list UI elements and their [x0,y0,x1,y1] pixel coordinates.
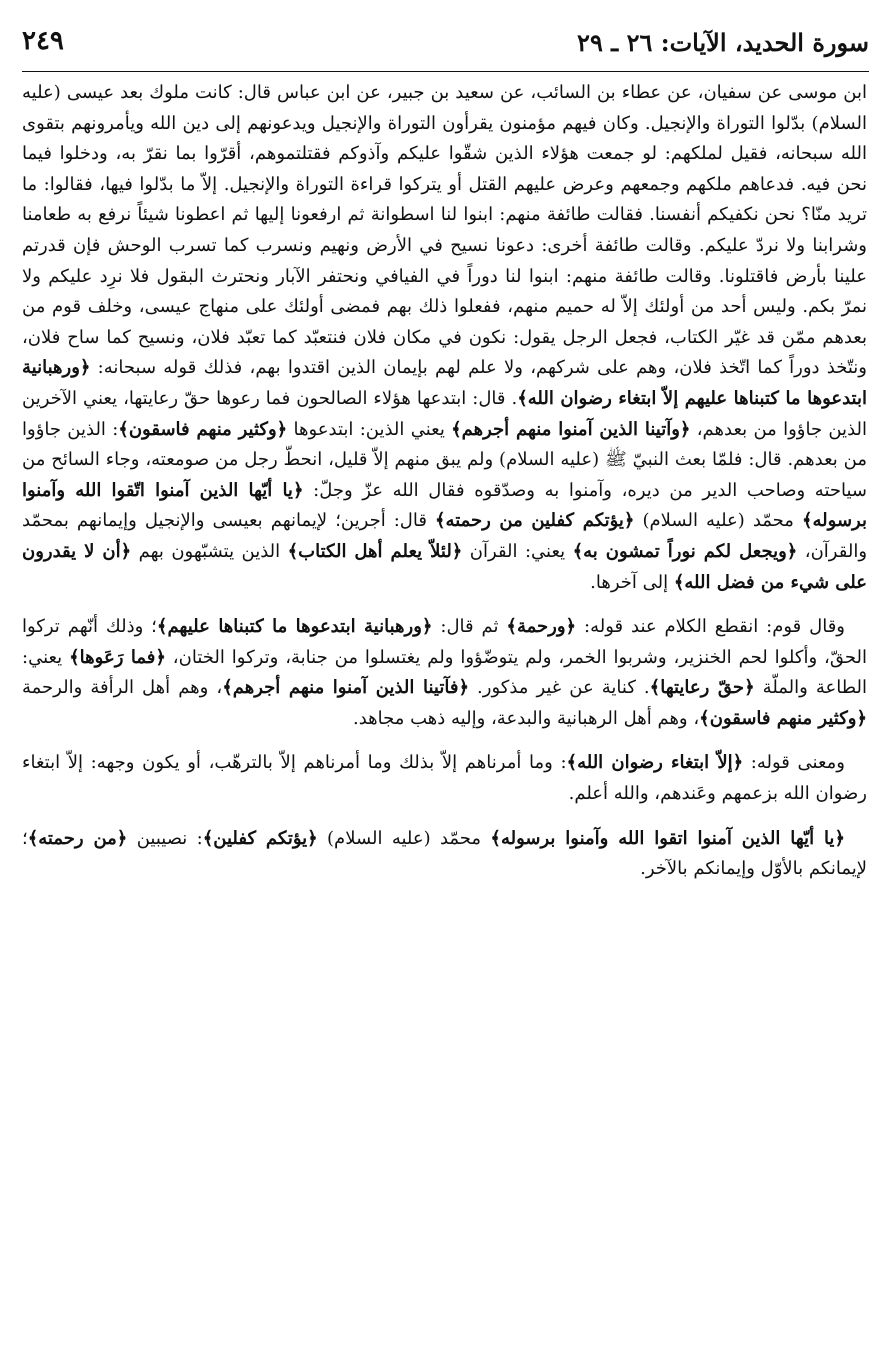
quran-quote: ﴿يا أيّها الذين آمنوا اتقوا الله وآمنوا برسوله﴾ [490,827,845,849]
text-segment: يعني: القرآن [462,540,573,562]
quran-quote: ﴿حقّ رعايتها﴾ [649,677,755,699]
quran-quote: ﴿فما رَعَوها﴾ [69,646,166,668]
quran-quote: ﴿وكثير منهم فاسقون﴾ [118,418,288,440]
running-header [22,22,869,72]
chapter-title: سورة الحديد، الآيات: ٢٦ ـ ٢٩ [577,28,869,57]
quran-quote: ﴿وآتينا الذين آمنوا منهم أجرهم﴾ [451,418,691,440]
text-segment: : الذين جاؤوا من بعدهم. قال: فلمّا بعث النبيّ ﷺ (عليه السلام) ولم يبق منهم إلاّ قليل، انحطّ رجل من صومعته، وجاء السائح من سياحته وصاحب الدير من ديره، وآمنوا به وصدّقوه فقال الله عزّ وجلّ: [22,418,868,501]
quran-quote: ﴿من رحمته﴾ [27,827,128,849]
paragraph [22,78,867,598]
paragraph [22,612,867,734]
quran-quote: ﴿ويجعل لكم نوراً تمشون به﴾ [572,540,798,562]
page-body [22,78,867,885]
quran-quote: ﴿يؤتكم كفلين﴾ [202,827,318,849]
text-segment: ابن موسى عن سفيان، عن عطاء بن السائب، عن سعيد بن جبير، عن ابن عباس قال: كانت ملوك بعد عيسى (عليه السلام) بدّلوا التوراة والإنجيل. وكان فيهم مؤمنون يقرأون التوراة والإنجيل ويدعونهم إلى دين الله ويأمرونهم بتقوى الله سبحانه، فقيل لملكهم: لو جمعت هؤلاء الذين شقّوا عليكم وآذوكم فقتلتموهم، أقرّوا بما نقرّ به، ودخلوا فيما نحن فيه. فدعاهم ملكهم وجمعهم وعرض عليهم القتل أو يتركوا قراءة التوراة والإنجيل. إلاّ ما بدّلوا فيها، فقالوا: ما تريد منّا؟ نحن نكفيكم أنفسنا. فقالت طائفة منهم: ابنوا لنا اسطوانة ثم ارفعونا إليها ثم اعطونا شيئاً نرفع به طعامنا وشرابنا ولا نردّ عليكم. وقالت طائفة أخرى: دعونا نسيح في الأرض ونهيم ونسرب كما تسرب الوحش فإن قدرتم علينا بأرض فاقتلونا. وقالت طائفة منهم: ابنوا لنا دوراً في الفيافي ونحتفر الآبار ونحترث البقول فلا نرِد عليكم ولا نمرّ بكم. وليس أحد من أولئك إلاّ له حميم منهم، ففعلوا ذلك بهم فمضى أولئك على منهاج عيسى، وخلف قوم من بعدهم ممّن قد غيّر الكتاب، فجعل الرجل يقول: نكون في مكان فلان فنتعبّد كما تعبّد فلان، ونسيح كما ساح فلان، ونتّخذ دوراً كما اتّخذ فلان، وهم على شركهم، ولا علم لهم بإيمان الذين اقتدوا بهم، فذلك قوله سبحانه: [22,82,867,379]
quran-quote: ﴿إلاّ ابتغاء رضوان الله﴾ [566,752,744,774]
text-segment: : وما أمرناهم إلاّ بذلك وما أمرناهم إلاّ بالترهّب، أو يكون وجهه: إلاّ ابتغاء رضوان الله بزعمهم وعَندهم، والله أعلم. [22,752,867,805]
quran-quote: ﴿لئلاّ يعلم أهل الكتاب﴾ [287,540,463,562]
text-segment: إلى آخرها. [590,571,674,593]
text-segment: محمّد (عليه السلام) [634,510,802,532]
quran-quote: ﴿يا أيّها الذين آمنوا اتّقوا الله وآمنوا برسوله﴾ [22,479,867,532]
header-divider [22,71,869,72]
text-segment: ومعنى قوله: [743,752,845,774]
text-segment: يعني: الطاعة والملّة [22,646,868,699]
text-segment: ؛ وذلك أنّهم تركوا الحقّ، وأكلوا لحم الخنزير، وشربوا الخمر، ولم يتوضّؤوا ولم يغتسلوا من جنابة، وتركوا الختان، [22,616,867,668]
text-segment: : نصيبين [127,827,203,849]
text-segment: ثم قال: [432,616,507,638]
text-segment: قال: أجرين؛ لإيمانهم بعيسى والإنجيل وإيمانهم بمحمّد والقرآن، [22,510,868,562]
paragraph [22,748,867,809]
text-segment: ، وهم أهل الرأفة والرحمة [22,677,223,699]
text-segment: محمّد (عليه السلام) [317,827,491,849]
quran-quote: ﴿ورهبانية ابتدعوها ما كتبناها عليهم إلاّ ابتغاء رضوان الله﴾ [22,357,867,409]
text-segment: ، وهم أهل الرهبانية والبدعة، وإليه ذهب مجاهد. [352,707,700,729]
quran-quote: ﴿أن لا يقدرون على شيء من فضل الله﴾ [22,540,867,593]
text-segment: . قال: ابتدعها هؤلاء الصالحون فما رعوها حقّ رعايتها، يعني الآخرين الذين جاؤوا من بعدهم، [22,387,868,440]
quran-quote: ﴿يؤتكم كفلين من رحمته﴾ [435,510,635,532]
quran-quote: ﴿وكثير منهم فاسقون﴾ [699,707,867,729]
quran-quote: ﴿ورحمة﴾ [506,616,577,638]
text-segment: . كناية عن غير مذكور. [469,677,650,699]
quran-quote: ﴿فآتينا الذين آمنوا منهم أجرهم﴾ [222,677,469,699]
quran-quote: ﴿ورهبانية ابتدعوها ما كتبناها عليهم﴾ [156,616,433,638]
text-segment: ؛ لإيمانكم بالأوّل وإيمانكم بالآخر. [22,827,867,880]
text-segment: وقال قوم: انقطع الكلام عند قوله: [576,616,846,638]
paragraph [22,824,867,885]
text-segment: يعني الذين: ابتدعوها [287,418,452,440]
text-segment: الذين يتشبّهون بهم [131,540,288,562]
page-number: ٢٤٩ [22,26,64,56]
